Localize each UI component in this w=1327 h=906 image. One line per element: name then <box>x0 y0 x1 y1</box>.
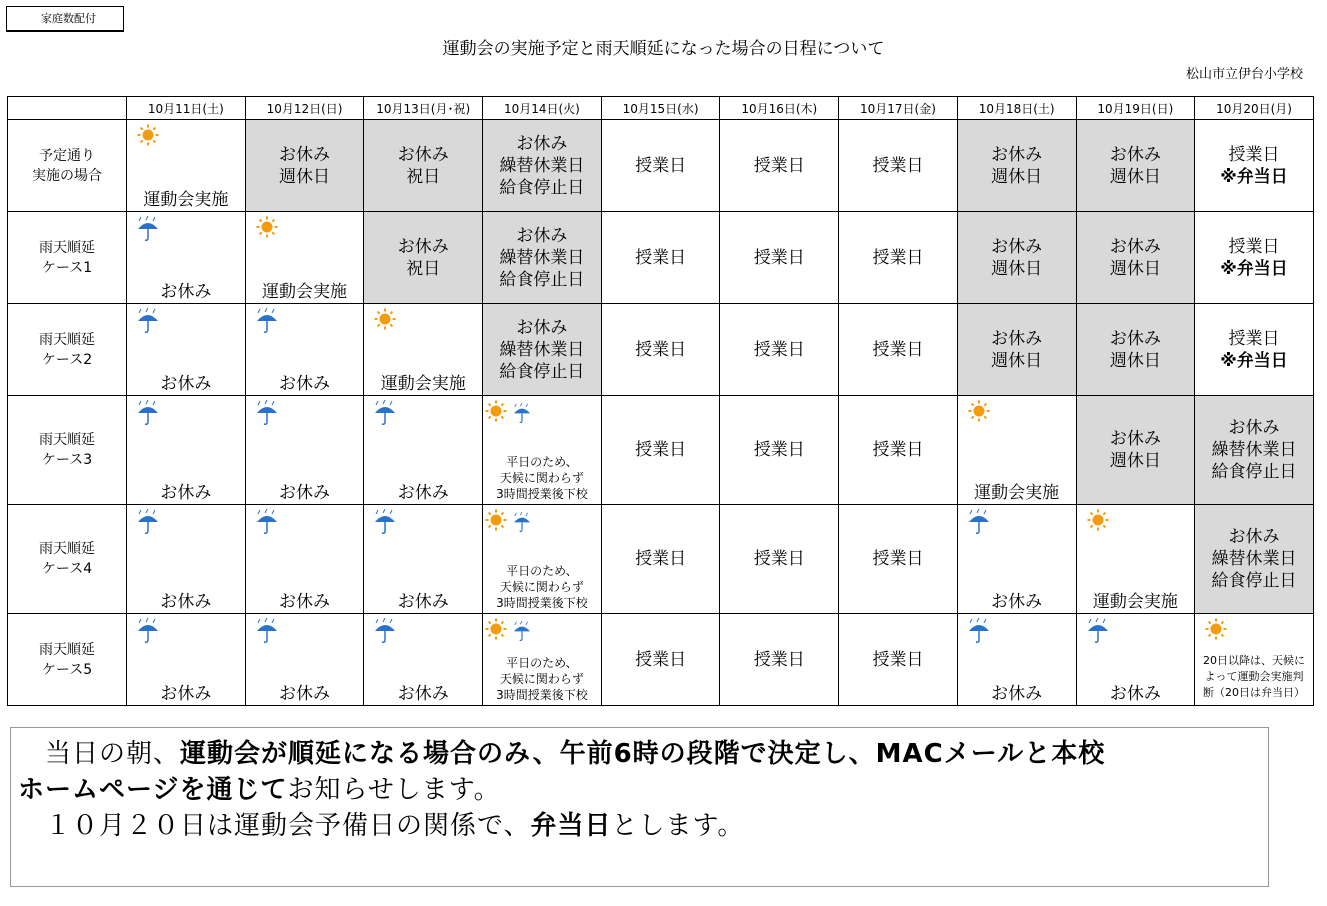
schedule-row <box>8 304 1314 396</box>
cell-note: 平日のため、 天候に関わらず 3時間授業後下校 <box>496 656 588 702</box>
schedule-cell <box>957 120 1076 212</box>
cell-status: 授業日 <box>753 440 805 460</box>
umbrella-icon <box>513 403 531 427</box>
row-label: 雨天順延 ケース2 <box>8 304 127 396</box>
cell-status: お休み <box>160 282 212 302</box>
schedule-cell <box>1195 614 1314 706</box>
cell-status: お休み 繰替休業日 給食停止日 <box>499 225 585 290</box>
schedule-cell <box>364 212 483 304</box>
schedule-cell <box>127 304 246 396</box>
date-header: 10月20日(月) <box>1195 97 1314 120</box>
cell-status: 授業日 <box>753 649 805 670</box>
umbrella-icon <box>137 308 159 338</box>
schedule-cell <box>127 505 246 614</box>
date-header: 10月17日(金) <box>839 97 958 120</box>
schedule-cell <box>483 396 602 505</box>
schedule-cell <box>364 614 483 706</box>
schedule-cell <box>1195 304 1314 396</box>
schedule-cell <box>601 505 720 614</box>
schedule-cell <box>1076 120 1195 212</box>
umbrella-icon <box>256 509 278 539</box>
schedule-cell <box>245 505 364 614</box>
schedule-row <box>8 614 1314 706</box>
schedule-cell <box>720 212 839 304</box>
schedule-cell <box>1076 505 1195 614</box>
cell-note: 平日のため、 天候に関わらず 3時間授業後下校 <box>496 564 588 610</box>
schedule-cell <box>245 304 364 396</box>
schedule-cell <box>601 212 720 304</box>
schedule-cell <box>957 505 1076 614</box>
date-header: 10月14日(火) <box>483 97 602 120</box>
cell-status: お休み <box>279 374 331 394</box>
schedule-cell <box>1076 304 1195 396</box>
cell-status: お休み 繰替休業日 給食停止日 <box>1211 418 1297 482</box>
sun-icon <box>374 308 396 334</box>
umbrella-icon <box>137 509 159 539</box>
cell-status: 授業日 <box>872 339 924 360</box>
cell-status: 授業日 ※弁当日 <box>1195 328 1313 372</box>
umbrella-icon <box>256 618 278 648</box>
distribution-tag: 家庭数配付 <box>6 6 124 32</box>
cell-status: 授業日 <box>635 155 687 176</box>
schedule-cell <box>957 212 1076 304</box>
umbrella-icon <box>374 400 396 430</box>
cell-status: お休み 週休日 <box>1109 236 1161 279</box>
schedule-cell <box>245 396 364 505</box>
cell-status: お休み 繰替休業日 給食停止日 <box>499 133 585 198</box>
notice-emphasis: 運動会が順延になる場合のみ、午前6時の段階で決定し、MACメールと本校 <box>180 739 1106 769</box>
cell-status: お休み <box>160 483 212 503</box>
cell-status: 授業日 <box>872 155 924 176</box>
schedule-cell <box>601 614 720 706</box>
schedule-cell <box>483 614 602 706</box>
schedule-cell <box>1076 614 1195 706</box>
cell-status: お休み <box>279 483 331 503</box>
school-name: 松山市立伊台小学校 <box>1185 67 1303 82</box>
schedule-cell <box>127 212 246 304</box>
umbrella-icon <box>513 621 531 645</box>
cell-status: 授業日 <box>872 440 924 460</box>
schedule-cell <box>839 396 958 505</box>
sun-icon <box>485 618 507 644</box>
cell-status: 授業日 <box>635 440 687 460</box>
notice-text-part: とします。 <box>611 811 745 841</box>
umbrella-icon <box>513 512 531 536</box>
schedule-cell <box>483 505 602 614</box>
cell-status: 運動会実施 <box>262 282 348 302</box>
date-header-row <box>8 97 1314 120</box>
cell-status: 授業日 <box>753 339 805 360</box>
schedule-cell <box>957 614 1076 706</box>
sun-icon <box>1205 618 1227 644</box>
cell-status: お休み <box>991 684 1043 704</box>
schedule-cell <box>720 614 839 706</box>
cell-status: お休み 週休日 <box>991 236 1043 279</box>
umbrella-icon <box>968 509 990 539</box>
cell-status: お休み <box>397 483 449 503</box>
schedule-table <box>7 96 1314 706</box>
cell-status: お休み 週休日 <box>279 144 331 187</box>
cell-status: 授業日 <box>635 549 687 569</box>
cell-status: お休み <box>160 374 212 394</box>
schedule-cell <box>364 304 483 396</box>
schedule-cell <box>957 396 1076 505</box>
cell-status: 授業日 <box>872 649 924 670</box>
umbrella-icon <box>374 509 396 539</box>
cell-status: お休み 週休日 <box>1109 144 1161 187</box>
schedule-row <box>8 505 1314 614</box>
cell-status: お休み <box>279 684 331 704</box>
cell-status: お休み 繰替休業日 給食停止日 <box>1211 527 1297 591</box>
cell-status: お休み <box>397 592 449 612</box>
umbrella-icon <box>137 216 159 246</box>
date-header: 10月12日(日) <box>245 97 364 120</box>
schedule-cell <box>839 304 958 396</box>
date-header: 10月11日(土) <box>127 97 246 120</box>
schedule-cell <box>601 396 720 505</box>
cell-status: 運動会実施 <box>143 190 229 210</box>
cell-status: 授業日 ※弁当日 <box>1195 144 1313 188</box>
cell-status: お休み 週休日 <box>1109 328 1161 371</box>
cell-status: お休み <box>160 592 212 612</box>
schedule-cell <box>720 505 839 614</box>
schedule-cell <box>483 212 602 304</box>
schedule-cell <box>1195 505 1314 614</box>
schedule-cell <box>1195 396 1314 505</box>
sun-icon <box>1087 509 1109 535</box>
cell-status: お休み <box>279 592 331 612</box>
sun-icon <box>485 400 507 426</box>
schedule-cell <box>720 304 839 396</box>
umbrella-icon <box>137 618 159 648</box>
lunch-box-day: ※弁当日 <box>1220 350 1288 371</box>
cell-status: 運動会実施 <box>1092 592 1178 612</box>
sun-icon <box>256 216 278 242</box>
cell-status: お休み 祝日 <box>397 236 449 279</box>
schedule-cell <box>127 120 246 212</box>
schedule-row <box>8 120 1314 212</box>
schedule-cell <box>839 614 958 706</box>
cell-status: 授業日 <box>753 549 805 569</box>
cell-status: お休み <box>991 592 1043 612</box>
row-label: 雨天順延 ケース4 <box>8 505 127 614</box>
schedule-cell <box>364 120 483 212</box>
date-header: 10月15日(水) <box>601 97 720 120</box>
cell-status: お休み 祝日 <box>397 144 449 187</box>
schedule-cell <box>720 396 839 505</box>
cell-note: 20日以降は、天候に よって運動会実施判 断（20日は弁当日） <box>1203 654 1306 699</box>
umbrella-icon <box>256 308 278 338</box>
schedule-row <box>8 212 1314 304</box>
schedule-cell <box>720 120 839 212</box>
schedule-cell <box>364 505 483 614</box>
row-label: 予定通り 実施の場合 <box>8 120 127 212</box>
sun-icon <box>485 509 507 535</box>
schedule-cell <box>839 505 958 614</box>
schedule-cell <box>839 212 958 304</box>
schedule-cell <box>1076 212 1195 304</box>
row-label: 雨天順延 ケース1 <box>8 212 127 304</box>
schedule-cell <box>483 304 602 396</box>
notice-emphasis: 弁当日 <box>530 811 612 841</box>
cell-status: お休み 週休日 <box>991 144 1043 187</box>
schedule-cell <box>364 396 483 505</box>
umbrella-icon <box>256 400 278 430</box>
date-header: 10月18日(土) <box>957 97 1076 120</box>
sun-icon <box>137 124 159 150</box>
cell-status: 授業日 <box>753 247 805 268</box>
umbrella-icon <box>968 618 990 648</box>
umbrella-icon <box>1087 618 1109 648</box>
date-header: 10月19日(日) <box>1076 97 1195 120</box>
cell-status: 授業日 <box>635 247 687 268</box>
schedule-cell <box>957 304 1076 396</box>
corner-cell <box>8 97 127 120</box>
cell-status: 運動会実施 <box>380 374 466 394</box>
cell-status: お休み 週休日 <box>1109 429 1161 471</box>
cell-status: 運動会実施 <box>974 483 1060 503</box>
date-header: 10月16日(木) <box>720 97 839 120</box>
umbrella-icon <box>137 400 159 430</box>
row-label: 雨天順延 ケース5 <box>8 614 127 706</box>
cell-status: 授業日 ※弁当日 <box>1195 236 1313 280</box>
cell-status: 授業日 <box>753 155 805 176</box>
notice-emphasis: ホームページを通じて <box>18 775 288 805</box>
lunch-box-day: ※弁当日 <box>1220 166 1288 187</box>
schedule-cell <box>1195 120 1314 212</box>
sun-icon <box>968 400 990 426</box>
schedule-cell <box>245 120 364 212</box>
cell-status: 授業日 <box>872 549 924 569</box>
schedule-row <box>8 396 1314 505</box>
cell-status: お休み <box>397 684 449 704</box>
cell-status: 授業日 <box>635 339 687 360</box>
schedule-cell <box>245 212 364 304</box>
cell-status: お休み <box>1109 684 1161 704</box>
cell-status: 授業日 <box>872 247 924 268</box>
cell-status: お休み <box>160 684 212 704</box>
cell-status: 授業日 <box>635 649 687 670</box>
page-title: 運動会の実施予定と雨天順延になった場合の日程について <box>442 39 885 59</box>
cell-status: お休み 週休日 <box>991 328 1043 371</box>
cell-status: お休み 繰替休業日 給食停止日 <box>499 317 585 382</box>
date-header: 10月13日(月･祝) <box>364 97 483 120</box>
cell-note: 平日のため、 天候に関わらず 3時間授業後下校 <box>496 455 588 501</box>
schedule-cell <box>483 120 602 212</box>
schedule-cell <box>1195 212 1314 304</box>
row-label: 雨天順延 ケース3 <box>8 396 127 505</box>
notice-text <box>18 736 1258 844</box>
notice-text-part: １０月２０日は運動会予備日の関係で、 <box>18 811 531 841</box>
schedule-cell <box>245 614 364 706</box>
notice-intro: 当日の朝、 <box>18 739 181 769</box>
schedule-cell <box>127 614 246 706</box>
schedule-cell <box>601 120 720 212</box>
lunch-box-day: ※弁当日 <box>1220 258 1288 279</box>
notice-text-part: お知らせします。 <box>287 775 501 805</box>
schedule-cell <box>839 120 958 212</box>
schedule-cell <box>127 396 246 505</box>
schedule-cell <box>1076 396 1195 505</box>
schedule-cell <box>601 304 720 396</box>
umbrella-icon <box>374 618 396 648</box>
